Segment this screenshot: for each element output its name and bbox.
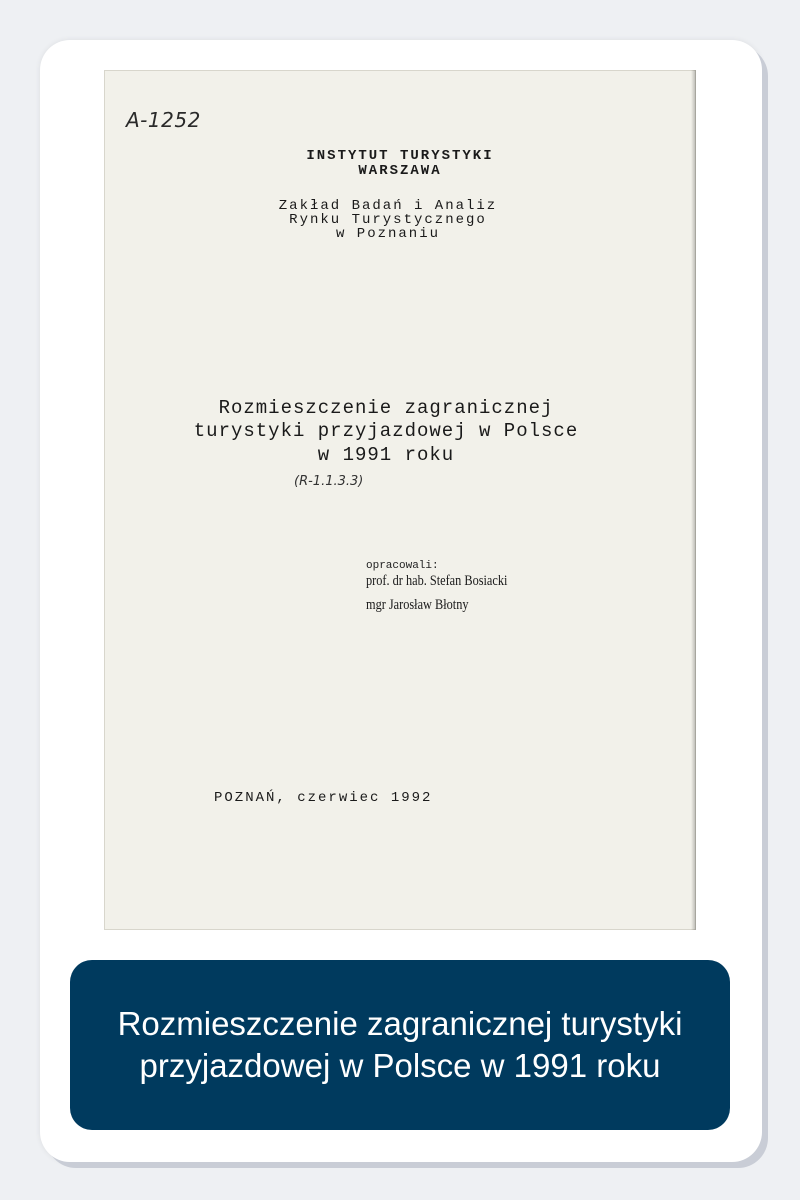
document-title-line: w 1991 roku (317, 444, 455, 466)
author-name: prof. dr hab. Stefan Bosiacki (366, 573, 508, 589)
department-line: Rynku Turystycznego (289, 212, 487, 228)
handwritten-catalog-number: A-1252 (126, 108, 201, 132)
document-title-line: Rozmieszczenie zagranicznej (218, 397, 554, 419)
institute-name: INSTYTUT TURYSTYKI (306, 148, 494, 164)
department-line: Zakład Badań i Analiz (278, 198, 498, 214)
place-and-date: POZNAŃ, czerwiec 1992 (214, 790, 433, 806)
author-name: mgr Jarosław Błotny (366, 597, 469, 613)
institute-city: WARSZAWA (358, 163, 442, 179)
caption-title: Rozmieszczenie zagranicznej turystyki przyjazdowej w Polsce w 1991 roku (117, 1005, 683, 1084)
reference-code: (R-1.1.3.3) (294, 474, 364, 489)
document-title-line: turystyki przyjazdowej w Polsce (193, 420, 579, 442)
title-caption-banner[interactable] (70, 960, 730, 1130)
document-cover-scan[interactable] (104, 70, 696, 930)
department-line: w Poznaniu (335, 226, 440, 242)
authors-label: opracowali: (366, 560, 439, 572)
